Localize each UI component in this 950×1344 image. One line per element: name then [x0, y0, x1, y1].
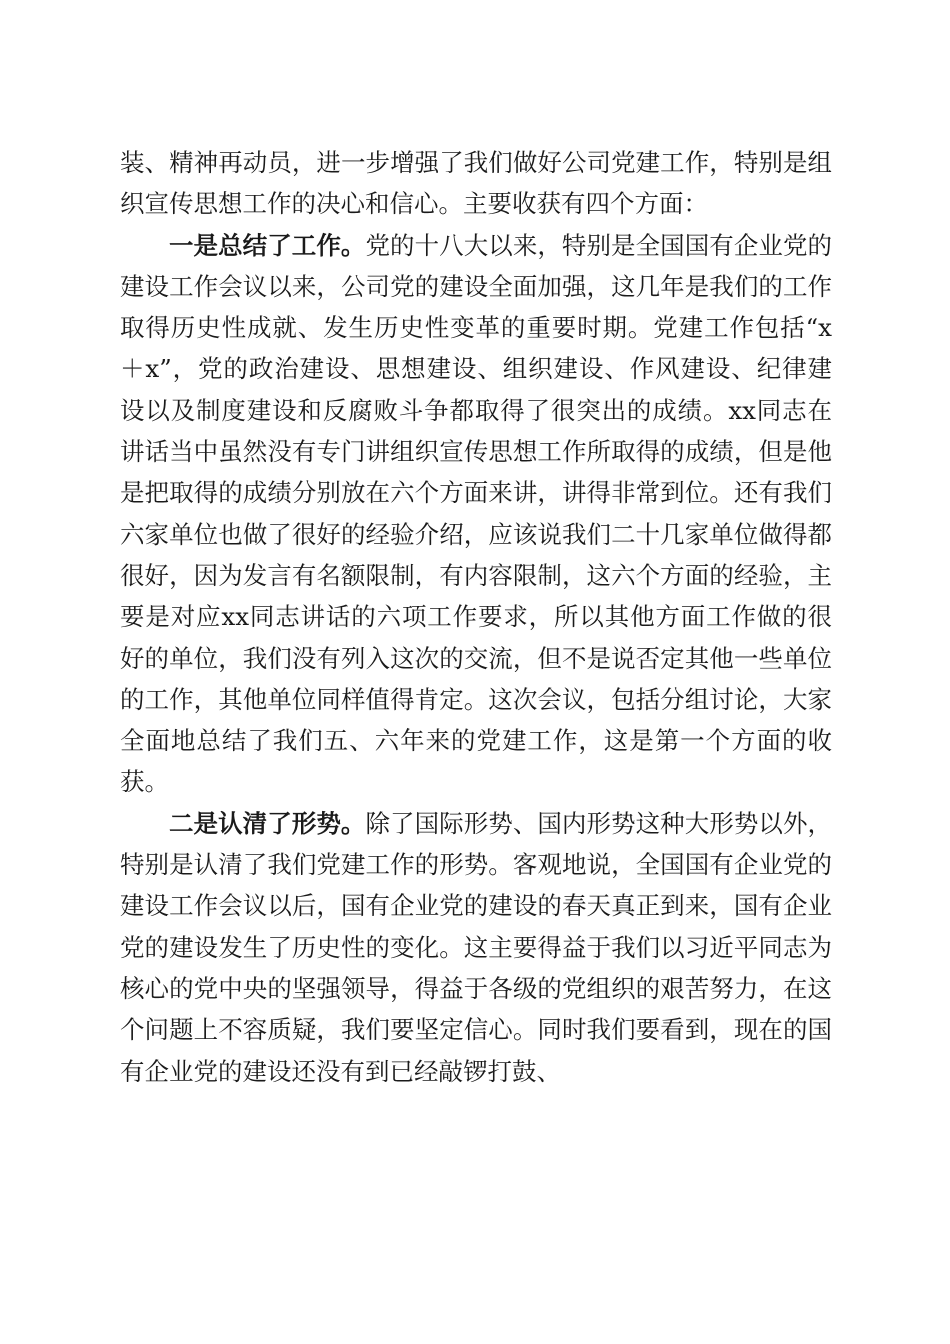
paragraph-lead-heading: 二是认清了形势。: [169, 808, 366, 838]
paragraph-intro-text: 装、精神再动员，进一步增强了我们做好公司党建工作，特别是组织宣传思想工作的决心和信心。主要收获有四个方面：: [120, 148, 832, 219]
paragraph-situation: [120, 803, 832, 1092]
paragraph-summary-of-work: [120, 225, 832, 803]
document-body: [120, 142, 832, 1092]
paragraph-lead-heading: 一是总结了工作。: [169, 230, 366, 260]
paragraph-intro: [120, 142, 832, 225]
paragraph-body-text: 除了国际形势、国内形势这种大形势以外，特别是认清了我们党建工作的形势。客观地说，全国国有企业党的建设工作会议以后，国有企业党的建设的春天真正到来，国有企业党的建设发生了历史性的变化。这主要得益于我们以习近平同志为核心的党中央的坚强领导，得益于各级的党组织的艰苦努力，在这个问题上不容质疑，我们要坚定信心。同时我们要看到，现在的国有企业党的建设还没有到已经敲锣打鼓、: [120, 808, 833, 1086]
paragraph-body-text: 党的十八大以来，特别是全国国有企业党的建设工作会议以来，公司党的建设全面加强，这几年是我们的工作取得历史性成就、发生历史性变革的重要时期。党建工作包括“x＋x”，党的政治建设、思想建设、组织建设、作风建设、纪律建设以及制度建设和反腐败斗争都取得了很突出的成绩。xx同志在讲话当中虽然没有专门讲组织宣传思想工作所取得的成绩，但是他是把取得的成绩分别放在六个方面来讲，讲得非常到位。还有我们六家单位也做了很好的经验介绍，应该说我们二十几家单位做得都很好，因为发言有名额限制，有内容限制，这六个方面的经验，主要是对应xx同志讲话的六项工作要求，所以其他方面工作做的很好的单位，我们没有列入这次的交流，但不是说否定其他一些单位的工作，其他单位同样值得肯定。这次会议，包括分组讨论，大家全面地总结了我们五、六年来的党建工作，这是第一个方面的收获。: [120, 230, 833, 797]
